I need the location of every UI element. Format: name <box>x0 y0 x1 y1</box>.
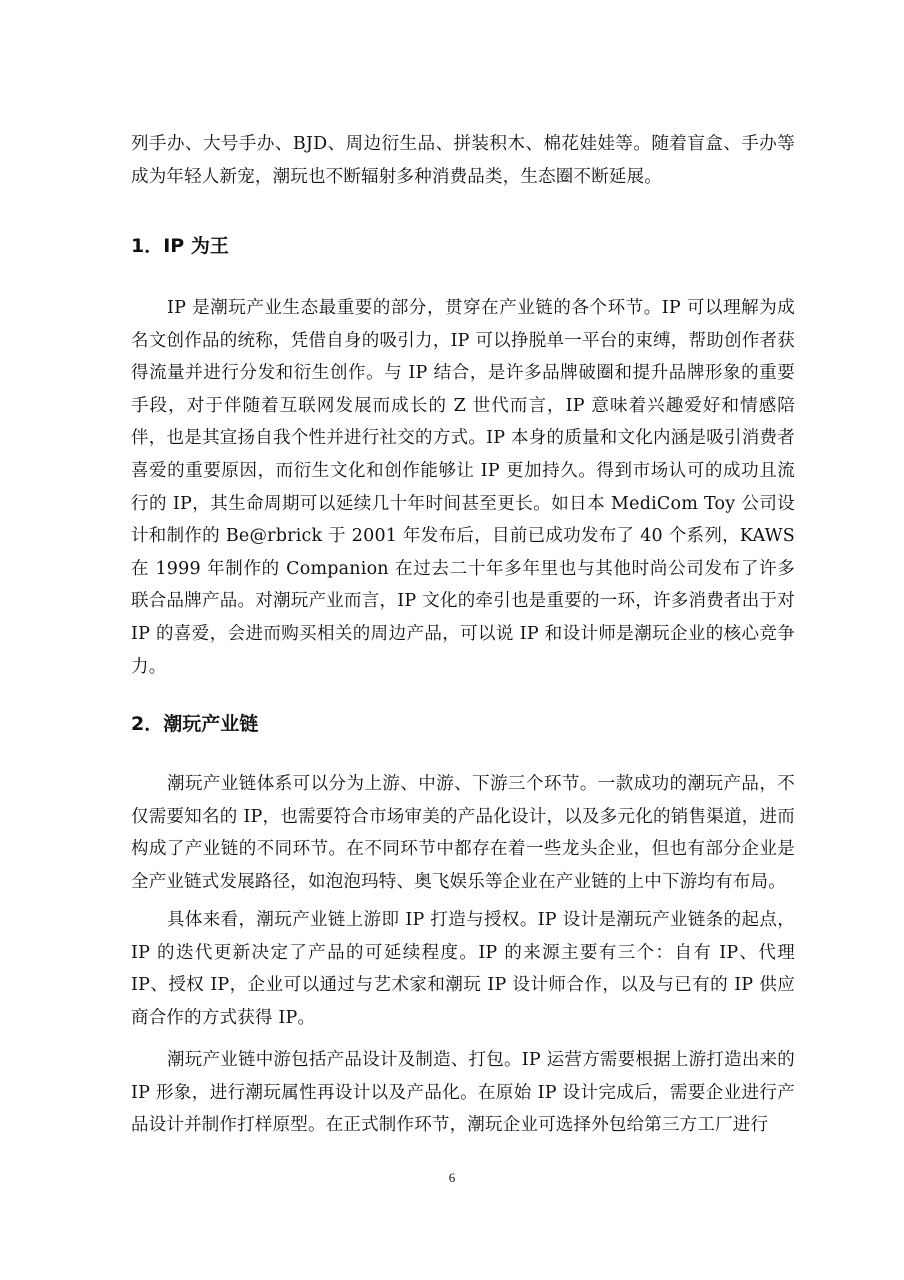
section1-paragraph: IP 是潮玩产业生态最重要的部分，贯穿在产业链的各个环节。IP 可以理解为成名文创作品的统称，凭借自身的吸引力，IP 可以挣脱单一平台的束缚，帮助创作者获得流量并进行分发和衍生创作。与 IP 结合，是许多品牌破圈和提升品牌形象的重要手段，对于伴随着互联网发展而成长的 Z 世代而言，IP 意味着兴趣爱好和情感陪伴，也是其宣扬自我个性并进行社交的方式。IP 本身的质量和文化内涵是吸引消费者喜爱的重要原因，而衍生文化和创作能够让 IP 更加持久。得到市场认可的成功且流行的 IP，其生命周期可以延续几十年时间甚至更长。如日本 MediCom Toy 公司设计和制作的 Be@rbrick 于 2001 年发布后，目前已成功发布了 40 个系列，KAWS 在 1999 年制作的 Companion 在过去二十年多年里也与其他时尚公司发布了许多联合品牌产品。对潮玩产业而言，IP 文化的牵引也是重要的一环，许多消费者出于对 IP 的喜爱，会进而购买相关的周边产品，可以说 IP 和设计师是潮玩企业的核心竞争力。 <box>131 298 795 677</box>
section2-paragraph-2: 具体来看，潮玩产业链上游即 IP 打造与授权。IP 设计是潮玩产业链条的起点，IP 的迭代更新决定了产品的可延续程度。IP 的来源主要有三个：自有 IP、代理 IP、授权 IP，企业可以通过与艺术家和潮玩 IP 设计师合作，以及与已有的 IP 供应商合作的方式获得 IP。 <box>131 910 795 1028</box>
section2-paragraph-1: 潮玩产业链体系可以分为上游、中游、下游三个环节。一款成功的潮玩产品，不仅需要知名的 IP，也需要符合市场审美的产品化设计，以及多元化的销售渠道，进而构成了产业链的不同环节。在不同环节中都存在着一些龙头企业，但也有部分企业是全产业链式发展路径，如泡泡玛特、奥飞娱乐等企业在产业链的上中下游均有布局。 <box>131 774 795 892</box>
section2-heading: 2．潮玩产业链 <box>131 713 259 735</box>
intro-paragraph: 列手办、大号手办、BJD、周边衍生品、拼装积木、棉花娃娃等。随着盲盒、手办等成为年轻人新宠，潮玩也不断辐射多种消费品类，生态圈不断延展。 <box>131 134 795 187</box>
section1-heading: 1．IP 为王 <box>131 235 229 257</box>
section2-paragraph-3: 潮玩产业链中游包括产品设计及制造、打包。IP 运营方需要根据上游打造出来的 IP 形象，进行潮玩属性再设计以及产品化。在原始 IP 设计完成后，需要企业进行产品设计并制作打样原型。在正式制作环节，潮玩企业可选择外包给第三方工厂进行 <box>131 1050 795 1136</box>
page-number: 6 <box>448 1170 456 1185</box>
